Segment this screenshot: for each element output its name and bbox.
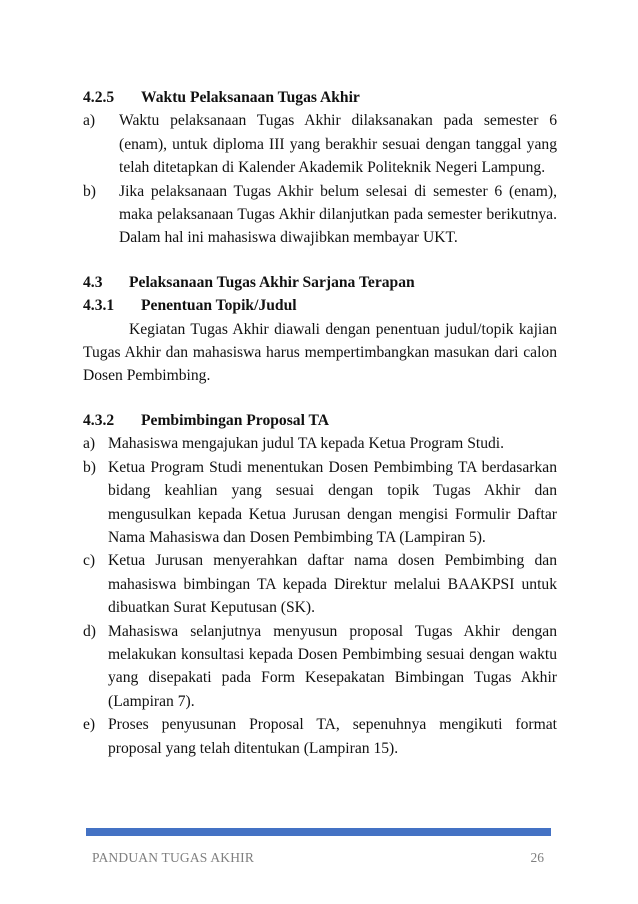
- list-text: Waktu pelaksanaan Tugas Akhir dilaksanakan pada semester 6 (enam), untuk diploma III yang berakhir sesuai dengan tanggal yang telah ditetapkan di Kalender Akademik Politeknik Negeri Lampung.: [119, 112, 557, 177]
- list-item: [83, 549, 557, 619]
- section-number: 4.3.1: [83, 297, 115, 315]
- list-4-3-2: [83, 432, 557, 760]
- section-number: 4.3.2: [83, 411, 115, 429]
- section-heading-4-2-5: [83, 86, 557, 109]
- list-4-2-5: [83, 109, 557, 249]
- section-title: Pelaksanaan Tugas Akhir Sarjana Terapan: [129, 273, 415, 291]
- section-heading-4-3-1: [83, 294, 557, 317]
- section-heading-4-3-2: [83, 409, 557, 432]
- list-item: [83, 456, 557, 550]
- list-item: [83, 109, 557, 179]
- list-marker: b): [83, 182, 96, 200]
- section-title: Penentuan Topik/Judul: [141, 297, 297, 315]
- list-marker: a): [83, 435, 96, 453]
- list-text: Mahasiswa mengajukan judul TA kepada Ketua Program Studi.: [108, 435, 505, 453]
- section-heading-4-3: [83, 271, 557, 294]
- list-text: Mahasiswa selanjutnya menyusun proposal Tugas Akhir dengan melakukan konsultasi kepada Dosen Pembimbing sesuai dengan waktu yang disepakati pada Form Kesepakatan Bimbingan Tugas Akhir (Lampiran 7).: [108, 622, 557, 710]
- list-item: [83, 432, 557, 455]
- list-text: Proses penyusunan Proposal TA, sepenuhnya mengikuti format proposal yang telah ditentukan (Lampiran 15).: [108, 716, 557, 757]
- page-number: 26: [530, 850, 544, 865]
- list-marker: e): [83, 716, 96, 734]
- list-item: [83, 620, 557, 714]
- list-text: Jika pelaksanaan Tugas Akhir belum selesai di semester 6 (enam), maka pelaksanaan Tugas Akhir dilanjutkan pada semester berikutnya. Dalam hal ini mahasiswa diwajibkan membayar UKT.: [119, 182, 557, 247]
- list-item: [83, 713, 557, 760]
- page-content: [83, 86, 557, 760]
- list-marker: b): [83, 458, 96, 476]
- list-item: [83, 180, 557, 250]
- list-text: Ketua Jurusan menyerahkan daftar nama dosen Pembimbing dan mahasiswa bimbingan TA kepada Direktur melalui BAAKPSI untuk dibuatkan Surat Keputusan (SK).: [108, 552, 557, 617]
- section-number: 4.3: [83, 273, 103, 291]
- list-text: Ketua Program Studi menentukan Dosen Pembimbing TA berdasarkan bidang keahlian yang sesuai dengan topik Tugas Akhir dan mengusulkan kepada Ketua Jurusan dengan mengisi Formulir Daftar Nama Mahasiswa dan Dosen Pembimbing TA (Lampiran 5).: [108, 458, 557, 546]
- section-title: Pembimbingan Proposal TA: [141, 411, 330, 429]
- list-marker: c): [83, 552, 96, 570]
- list-marker: d): [83, 622, 96, 640]
- section-title: Waktu Pelaksanaan Tugas Akhir: [141, 89, 360, 106]
- paragraph: Kegiatan Tugas Akhir diawali dengan penentuan judul/topik kajian Tugas Akhir dan mahasiswa harus mempertimbangkan masukan dari calon Dosen Pembimbing.: [83, 320, 557, 385]
- footer-title: PANDUAN TUGAS AKHIR: [92, 850, 255, 865]
- list-marker: a): [83, 112, 96, 130]
- footer-bar: [86, 828, 551, 836]
- section-number: 4.2.5: [83, 89, 115, 106]
